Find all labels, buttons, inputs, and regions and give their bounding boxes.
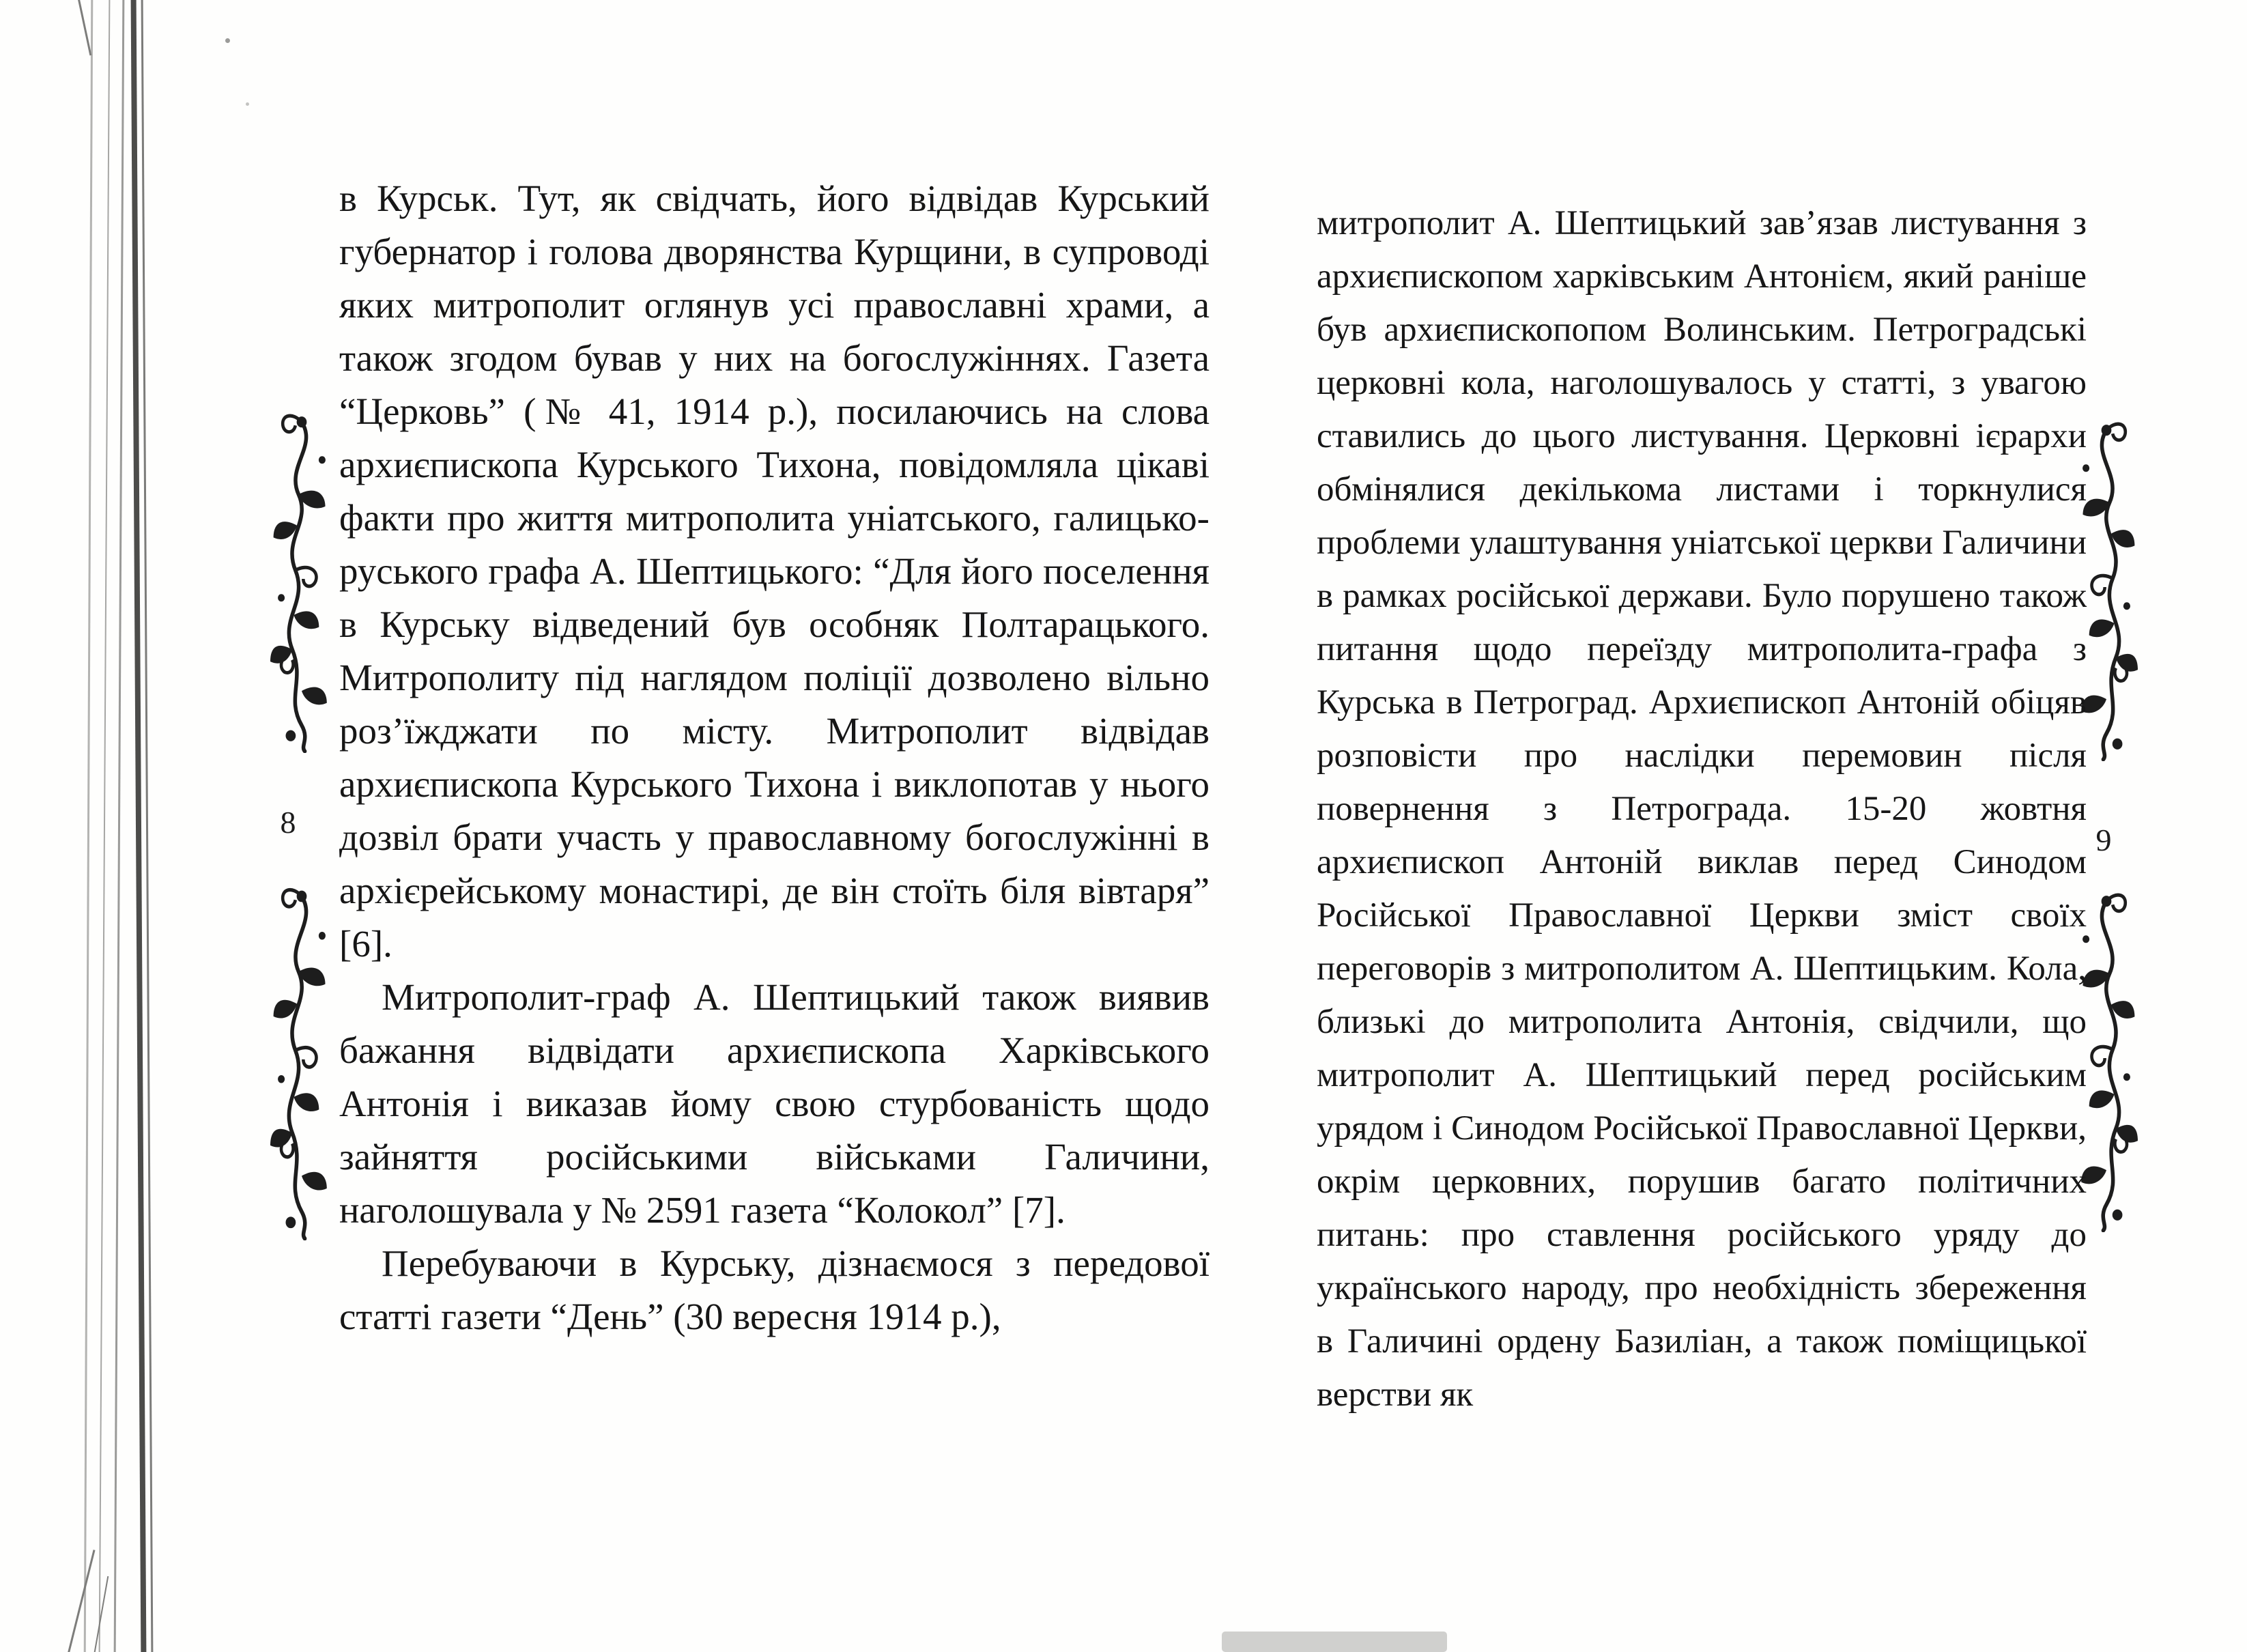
page-corner-line [77,0,92,55]
page-number-left: 8 [280,805,296,840]
paragraph: митрополит А. Шептицький зав’язав листування з архиєпископом харківським Антонієм, який раніше був архиєпископопом Волинським. Петроградські церковні кола, наголошувалось у статті, з увагою ставились до цього листування. Церковні ієрархи обмінялися декількома листами і торкнулися проблеми улаштування уніатської церкви Галичини в рамках російської держави. Було порушено також питання щодо переїзду митрополита-графа з Курська в Петроград. Архиєпископ Антоній обіцяв розповісти про наслідки перемовин після повернення з Петрограда. 15-20 жовтня архиєпископ Антоній виклав перед Синодом Російської Православної Церкви зміст своїх переговорів з митрополитом А. Шептицьким. Кола, близькі до митрополита Антонія, свідчили, що митрополит А. Шептицький перед російським урядом і Синодом Російської Православної Церкви, окрім церковних, порушив багато політичних питань: про ставлення російського уряду до українського народу, про необхідність збереження в Галичині ордену Базиліан, а також поміщицької верстви як [1317,204,2087,1414]
left-page-text-column [339,172,1210,1343]
page-stack-edge-line [114,0,125,1652]
paragraph: Перебуваючи в Курську, дізнаємося з передової статті газети “День” (30 вересня 1914 р.), [339,1242,1210,1337]
page-corner-line [65,1550,95,1652]
scan-speck [246,102,249,106]
page-stack-edge-line [99,0,111,1652]
scan-smudge [1222,1632,1447,1652]
right-page-text-column [1317,197,2087,1421]
floral-ornament-icon [270,882,333,1240]
paragraph: Митрополит-граф А. Шептицький також виявив бажання відвідати архиєпископа Харківського Антонія і виказав йому свою стурбованість щодо зайняття російськими військами Галичини, наголошувала у № 2591 газета “Колокол” [7]. [339,976,1210,1231]
floral-ornament-icon [270,408,333,753]
paragraph: в Курськ. Тут, як свідчать, його відвідав Курський губернатор і голова дворянства Курщини, в супроводі яких митрополит оглянув усі православні храми, а також згодом бував у них на богослужіннях. Газета “Церковь” (№ 41, 1914 р.), посилаючись на слова архиєпископа Курського Тихона, повідомляла цікаві факти про життя митрополита уніатського, галицько-руського графа А. Шептицького: “Для його поселення в Курську відведений був особняк Полтарацького. Митрополиту під наглядом поліції дозволено вільно роз’їжджати по місту. Митрополит відвідав архиєпископа Курського Тихона і виклопотав у нього дозвіл брати участь у православному богослужінні в архієрейському монастирі, де він стоїть біля вівтаря” [6]. [339,177,1210,965]
scan-speck [225,38,230,43]
page-number-right: 9 [2095,823,2112,857]
page-stack-edge-line [84,0,94,1652]
